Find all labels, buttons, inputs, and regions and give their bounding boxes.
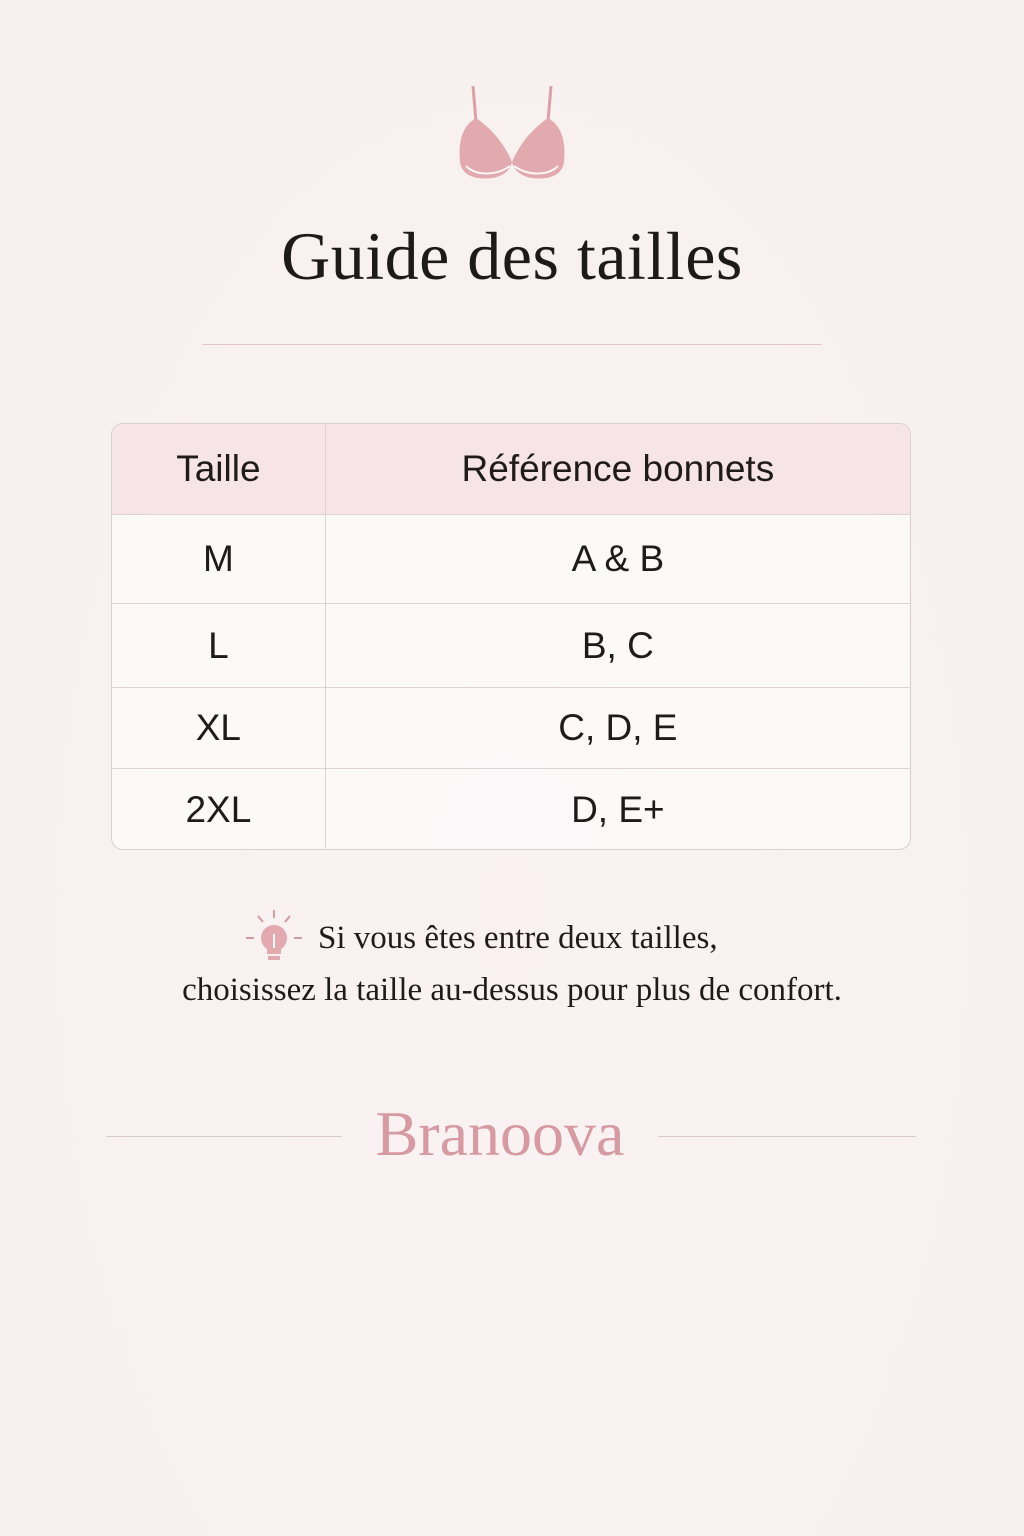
- tip-text: choisissez la taille au-dessus pour plus de confort.: [182, 972, 842, 1008]
- brand-divider-left: [106, 1136, 342, 1137]
- table-row: [112, 604, 910, 688]
- column-header-size: Taille: [112, 424, 326, 514]
- table-row: [112, 769, 910, 850]
- cups-cell: D, E+: [571, 788, 665, 830]
- table-row: [112, 515, 910, 604]
- size-cell: M: [112, 515, 326, 603]
- table-row: [112, 688, 910, 769]
- brand-divider-right: [658, 1136, 916, 1137]
- cups-cell: B, C: [581, 624, 654, 666]
- table-header-row: [112, 424, 910, 515]
- tip-line-1: [244, 908, 718, 968]
- size-cell: XL: [112, 688, 326, 768]
- tip-text: Si vous êtes entre deux tailles,: [318, 919, 718, 956]
- cups-cell: C, D, E: [558, 707, 678, 748]
- size-table: [111, 423, 911, 850]
- brand-name: Branoova: [375, 1098, 625, 1169]
- size-cell: 2XL: [112, 769, 326, 850]
- column-header-cups: Référence bonnets: [461, 448, 775, 489]
- bra-icon: [452, 82, 572, 186]
- title-divider: [202, 344, 822, 345]
- cups-cell: A & B: [571, 538, 665, 579]
- lightbulb-icon: [244, 908, 304, 968]
- size-cell: L: [112, 604, 326, 687]
- page-title: Guide des tailles: [281, 218, 743, 294]
